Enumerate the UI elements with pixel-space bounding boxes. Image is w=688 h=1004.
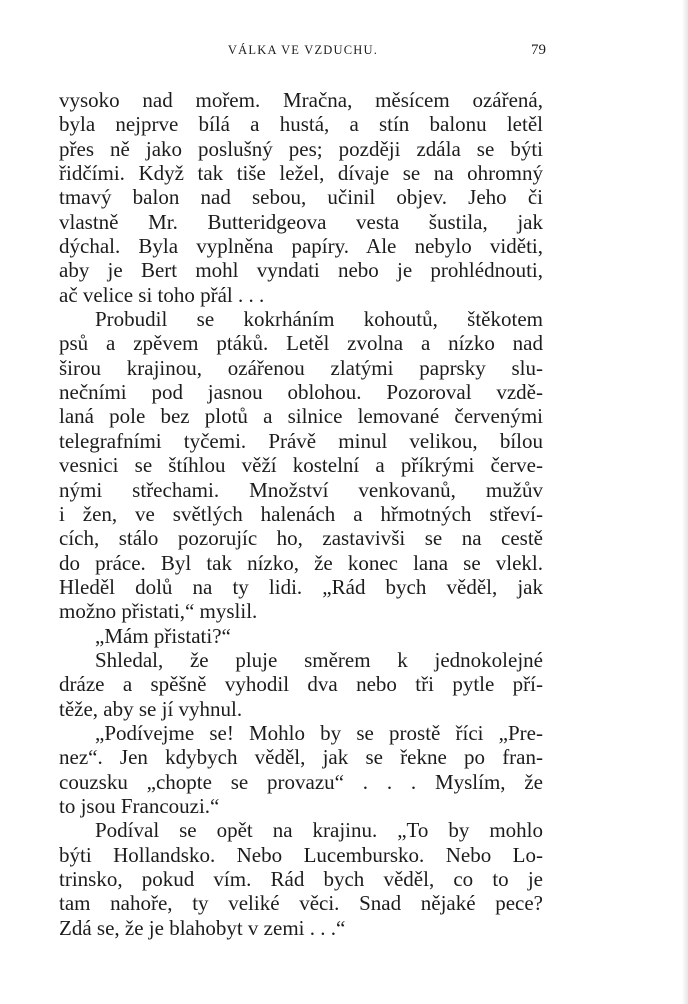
paragraph-first-line: „Mám přistati?“ [95,623,231,648]
text-line: aby je Bert mohl vyndati nebo je prohlédnouti, [59,258,543,283]
text-line: dráze a spěšně vyhodil dva nebo tři pytle pří- [59,672,543,697]
text-line: nez“. Jen kdybych věděl, jak se řekne po fran- [59,745,543,770]
text-line: Zdá se, že je blahobyt v zemi . . .“ [59,915,346,940]
text-line: řidčími. Když tak tiše ležel, dívaje se na ohromný [59,161,543,186]
text-line: telegrafními tyčemi. Právě minul velikou, bílou [59,428,543,453]
text-line: nými střechami. Množství venkovanů, mužův [59,477,543,502]
text-line: couzsku „chopte se provazu“ . . . Myslím, že [59,769,543,794]
body-text [59,88,543,940]
text-line: tam nahoře, ty veliké věci. Snad nějaké pece? [59,891,543,916]
text-line: přes ně jako poslušný pes; později zdála se býti [59,136,543,161]
paragraph-first-line: Shledal, že pluje směrem k jednokolejné [95,647,543,672]
text-line: nečními pod jasnou oblohou. Pozoroval vzdě- [59,380,543,405]
text-line: možno přistati,“ myslil. [59,599,258,624]
text-line: tmavý balon nad sebou, učinil objev. Jeho či [59,185,543,210]
text-line: do práce. Byl tak nízko, že konec lana se vlekl. [59,550,543,575]
text-line: dýchal. Byla vyplněna papíry. Ale nebylo viděti, [59,234,543,259]
running-title: VÁLKA VE VZDUCHU. [227,43,379,57]
text-line: laná pole bez plotů a silnice lemované červenými [59,404,543,429]
paragraph-first-line: Podíval se opět na krajinu. „To by mohlo [95,818,543,843]
paragraph-first-line: „Podívejme se! Mohlo by se prostě říci „Pre- [95,720,543,745]
text-line: vesnici se štíhlou věží kostelní a příkrými červe- [59,453,543,478]
paragraph-first-line: Probudil se kokrháním kohoutů, štěkotem [95,307,543,332]
text-line: širou krajinou, ozářenou zlatými paprsky slu- [59,355,543,380]
text-line: to jsou Francouzi.“ [59,793,220,818]
text-line: byla nejprve bílá a hustá, a stín balonu letěl [59,112,543,137]
text-line: vlastně Mr. Butteridgeova vesta šustila, jak [59,209,543,234]
page-number: 79 [531,42,546,58]
text-line: těže, aby se jí vyhnul. [59,696,243,721]
text-line: ač velice si toho přál . . . [59,282,265,307]
text-line: cích, stálo pozorujíc ho, zastavivši se na cestě [59,526,543,551]
text-line: i žen, ve světlých halenách a hřmotných střeví- [59,501,543,526]
text-line: býti Hollandsko. Nebo Lucembursko. Nebo Lo- [59,842,543,867]
text-line: psů a zpěvem ptáků. Letěl zvolna a nízko nad [59,331,543,356]
text-line: vysoko nad mořem. Mračna, měsícem ozářená, [59,88,543,112]
text-line: trinsko, pokud vím. Rád bych věděl, co to je [59,867,543,891]
text-line: Hleděl dolů na ty lidi. „Rád bych věděl, jak [59,574,543,599]
running-head [60,40,546,60]
page-edge-shadow [682,0,688,1004]
